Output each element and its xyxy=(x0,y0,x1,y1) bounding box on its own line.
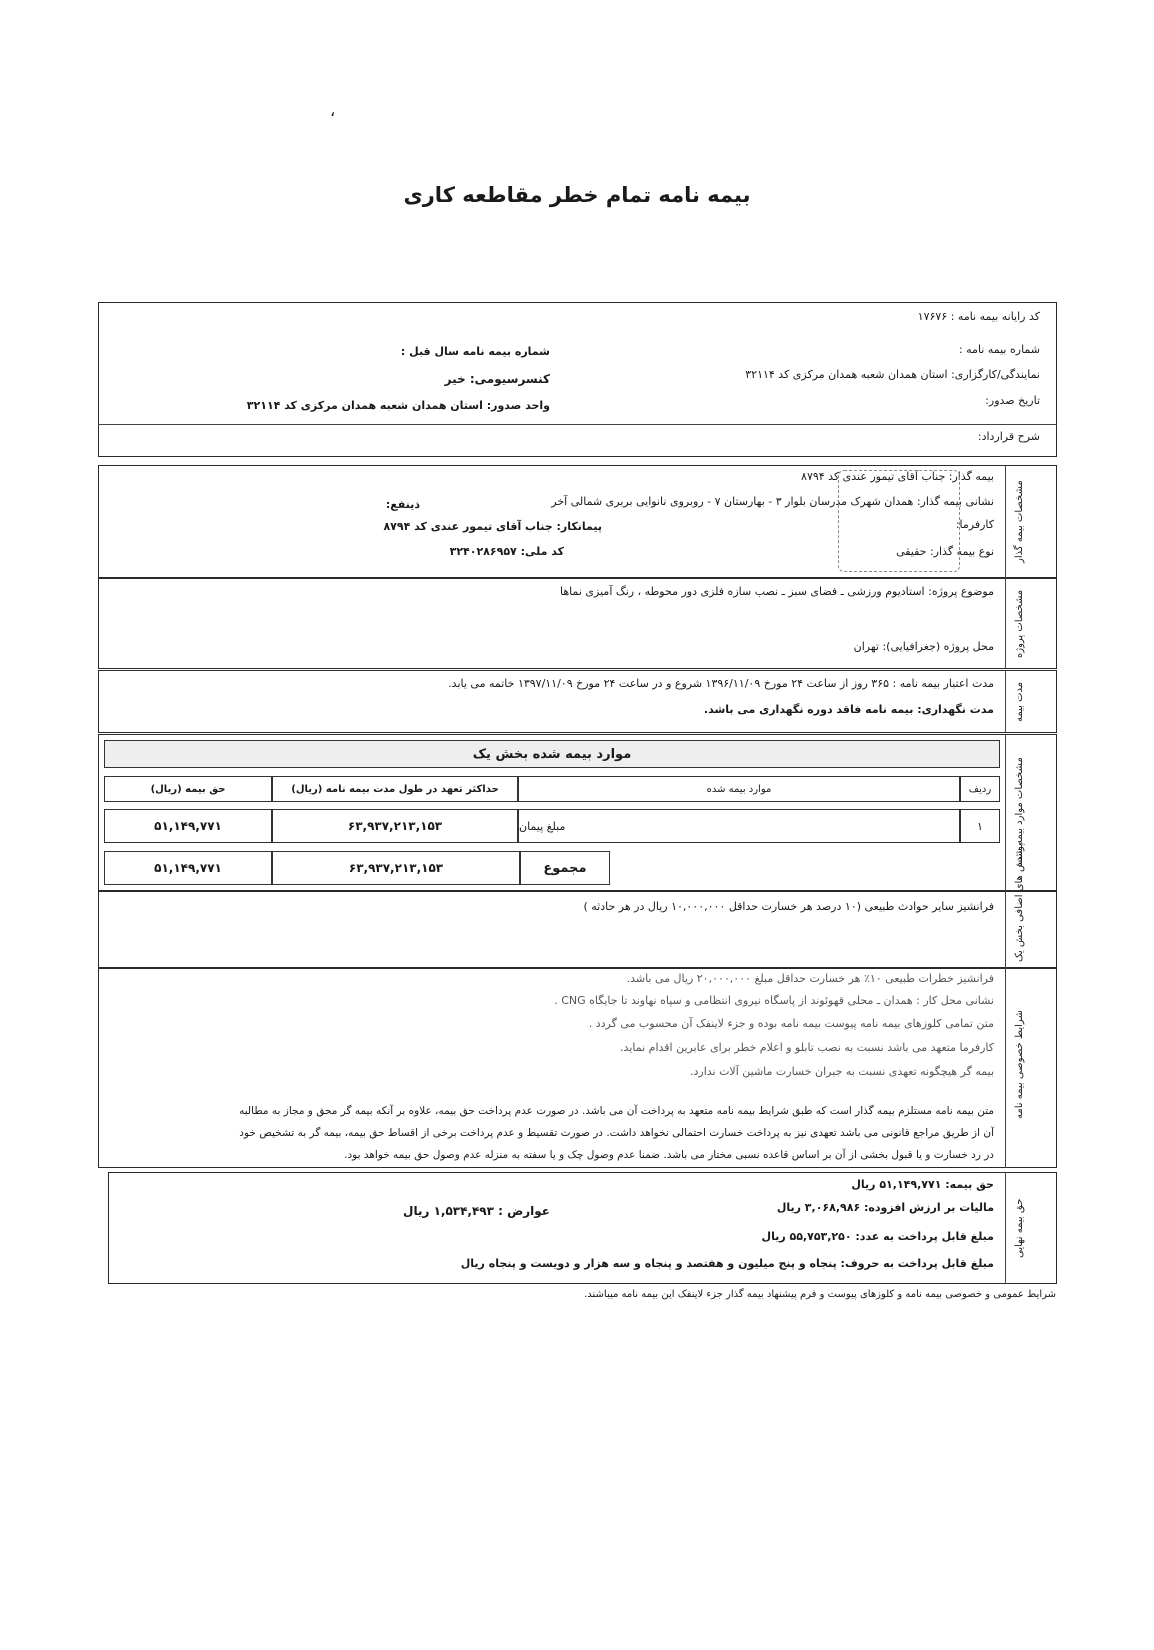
duties: عوارض : ۱,۵۳۴,۴۹۳ ریال xyxy=(403,1204,550,1218)
contractor: پیمانکار: جناب آقای تیمور عندی کد ۸۷۹۴ xyxy=(383,520,602,533)
condition-line: بیمه گر هیچگونه تعهدی نسبت به جبران خسارت ماشین آلات ندارد. xyxy=(689,1065,994,1078)
issue-date: تاریخ صدور: xyxy=(985,394,1040,407)
maintenance-period: مدت نگهداری: بیمه نامه فاقد دوره نگهداری می باشد. xyxy=(703,703,994,716)
stamp-mark xyxy=(838,470,960,572)
contract-description: شرح قرارداد: xyxy=(977,430,1040,443)
policy-validity: مدت اعتبار بیمه نامه : ۳۶۵ روز از ساعت ۲۴ مورخ ۱۳۹۶/۱۱/۰۹ شروع و در ساعت ۲۴ مورخ ۱۳۹۷/۱۱/۰۹ خاتمه می یابد. xyxy=(448,677,994,690)
document-title: بیمه نامه تمام خطر مقاطعه کاری xyxy=(403,183,751,207)
employer: کارفرما: xyxy=(955,518,994,531)
table-header-insured-items: موارد بیمه شده xyxy=(518,776,960,802)
condition-line: در رد خسارت و یا قبول بخشی از آن بر اساس قاعده نسبی مختار می باشد. ضمنا عدم وصول چک و یا سفته به منزله عدم وصول حق بیمه خواهد بود. xyxy=(344,1149,994,1161)
totals-side-divider xyxy=(1005,1172,1006,1284)
table-header-premium: حق بیمه (ریال) xyxy=(104,776,272,802)
total-max-liability: ۶۳,۹۳۷,۲۱۳,۱۵۳ xyxy=(272,851,520,885)
project-side-label: مشخصات پروژه xyxy=(1014,589,1025,659)
vat: مالیات بر ارزش افزوده: ۳,۰۶۸,۹۸۶ ریال xyxy=(776,1201,994,1214)
coverage-section-title: موارد بیمه شده بخش یک xyxy=(104,740,1000,768)
header-divider xyxy=(98,424,1057,425)
condition-line: متن بیمه نامه مستلزم بیمه گذار است که طبق شرایط بیمه نامه متعهد به پرداخت آن می باشد. در صورت عدم پرداخت حق بیمه، علاوه بر آنکه بیمه گر محق و مجاز به مطالبه xyxy=(239,1105,994,1117)
national-code: کد ملی: ۳۲۴۰۲۸۶۹۵۷ xyxy=(449,545,564,558)
condition-line: کارفرما متعهد می باشد نسبت به نصب تابلو و اعلام خطر برای عابرین اقدام نماید. xyxy=(620,1041,994,1054)
payable-amount: مبلغ قابل پرداخت به عدد: ۵۵,۷۵۳,۲۵۰ ریال xyxy=(761,1230,994,1243)
row-max-liability: ۶۳,۹۳۷,۲۱۳,۱۵۳ xyxy=(272,809,518,843)
condition-line: نشانی محل کار : همدان ـ محلی قهوئوند از پاسگاه نیروی انتظامی و سپاه نهاوند تا جایگاه CNG . xyxy=(554,994,994,1007)
condition-line: آن از طریق مراجع قانونی می باشد تعهدی نیز به پرداخت خسارت احتمالی نخواهد داشت. در صورت تقسیط و عدم پرداخت برخی از اقساط حق بیمه، بیمه گر به تشخیص خود xyxy=(239,1127,994,1139)
rayane-code: کد رایانه بیمه نامه : ۱۷۶۷۶ xyxy=(917,310,1040,323)
condition-line: متن تمامی کلوزهای بیمه نامه پیوست بیمه نامه بوده و جزء لاینفک آن محسوب می گردد . xyxy=(588,1017,994,1030)
project-title: موضوع پروژه: استادیوم ورزشی ـ فضای سبز ـ نصب سازه فلزی دور محوطه ، رنگ آمیزی نماها xyxy=(560,585,994,598)
insured-side-label: مشخصات بیمه گذار xyxy=(1014,480,1025,564)
extra-side-label: پوشش های اضافی بخش یک xyxy=(1014,842,1025,962)
policy-number: شماره بیمه نامه : xyxy=(958,343,1040,356)
totals-side-label: حق بیمه نهایی xyxy=(1014,1198,1025,1258)
row-item: مبلغ پیمان xyxy=(518,809,960,843)
issue-unit: واحد صدور: استان همدان شعبه همدان مرکزی کد ۳۲۱۱۴ xyxy=(246,399,550,412)
beneficiary: ذینفع: xyxy=(385,498,420,511)
row-premium: ۵۱,۱۴۹,۷۷۱ xyxy=(104,809,272,843)
period-side-divider xyxy=(1005,670,1006,733)
extra-side-divider xyxy=(1005,891,1006,968)
payable-amount-words: مبلغ قابل پرداخت به حروف: پنجاه و پنج میلیون و هفتصد و پنجاه و سه هزار و دویست و پنجاه ریال xyxy=(460,1257,994,1270)
total-premium: ۵۱,۱۴۹,۷۷۱ xyxy=(104,851,272,885)
agent: نمایندگی/کارگزاری: استان همدان شعبه همدان مرکزی کد ۳۲۱۱۴ xyxy=(745,368,1040,381)
period-side-label: مدت بیمه xyxy=(1014,681,1025,723)
coverage-side-divider xyxy=(1005,734,1006,891)
insurer-type: نوع بیمه گذار: حقیقی xyxy=(896,545,994,558)
prev-year-policy: شماره بیمه نامه سال قبل : xyxy=(400,345,550,358)
condition-line: فرانشیز خطرات طبیعی ۱۰٪ هر خسارت حداقل مبلغ ۲۰,۰۰۰,۰۰۰ ریال می باشد. xyxy=(626,972,994,985)
project-location: محل پروژه (جغرافیایی): تهران xyxy=(853,640,994,653)
consortium: کنسرسیومی: خیر xyxy=(444,372,550,386)
page-mark: ، xyxy=(330,101,336,120)
insured-side-divider xyxy=(1005,465,1006,578)
extra-cover-text: فرانشیز سایر حوادث طبیعی (۱۰ درصد هر خسارت حداقل ۱۰,۰۰۰,۰۰۰ ریال در هر حادثه ) xyxy=(583,900,994,913)
table-header-max-liability: حداکثر تعهد در طول مدت بیمه نامه (ریال) xyxy=(272,776,518,802)
footer-note: شرایط عمومی و خصوصی بیمه نامه و کلوزهای پیوست و فرم پیشنهاد بیمه گذار جزء لاینفک این بیمه نامه میباشند. xyxy=(584,1289,1056,1300)
conditions-side-divider xyxy=(1005,968,1006,1168)
insurer-name: بیمه گذار: جناب آقای تیمور عندی کد ۸۷۹۴ xyxy=(801,470,994,483)
project-side-divider xyxy=(1005,578,1006,669)
final-premium: حق بیمه: ۵۱,۱۴۹,۷۷۱ ریال xyxy=(851,1178,994,1191)
conditions-side-label: شرایط خصوصی بیمه نامه xyxy=(1014,1010,1025,1120)
coverage-side-label: مشخصات موارد بیمه شده xyxy=(1014,757,1025,867)
table-header-row-number: ردیف xyxy=(960,776,1000,802)
insurer-address: نشانی بیمه گذار: همدان شهرک مدرسان بلوار ۳ - بهارستان ۷ - روبروی نانوایی بربری شمالی آخر xyxy=(551,495,994,508)
row-number: ۱ xyxy=(960,809,1000,843)
total-label: مجموع xyxy=(520,851,610,885)
